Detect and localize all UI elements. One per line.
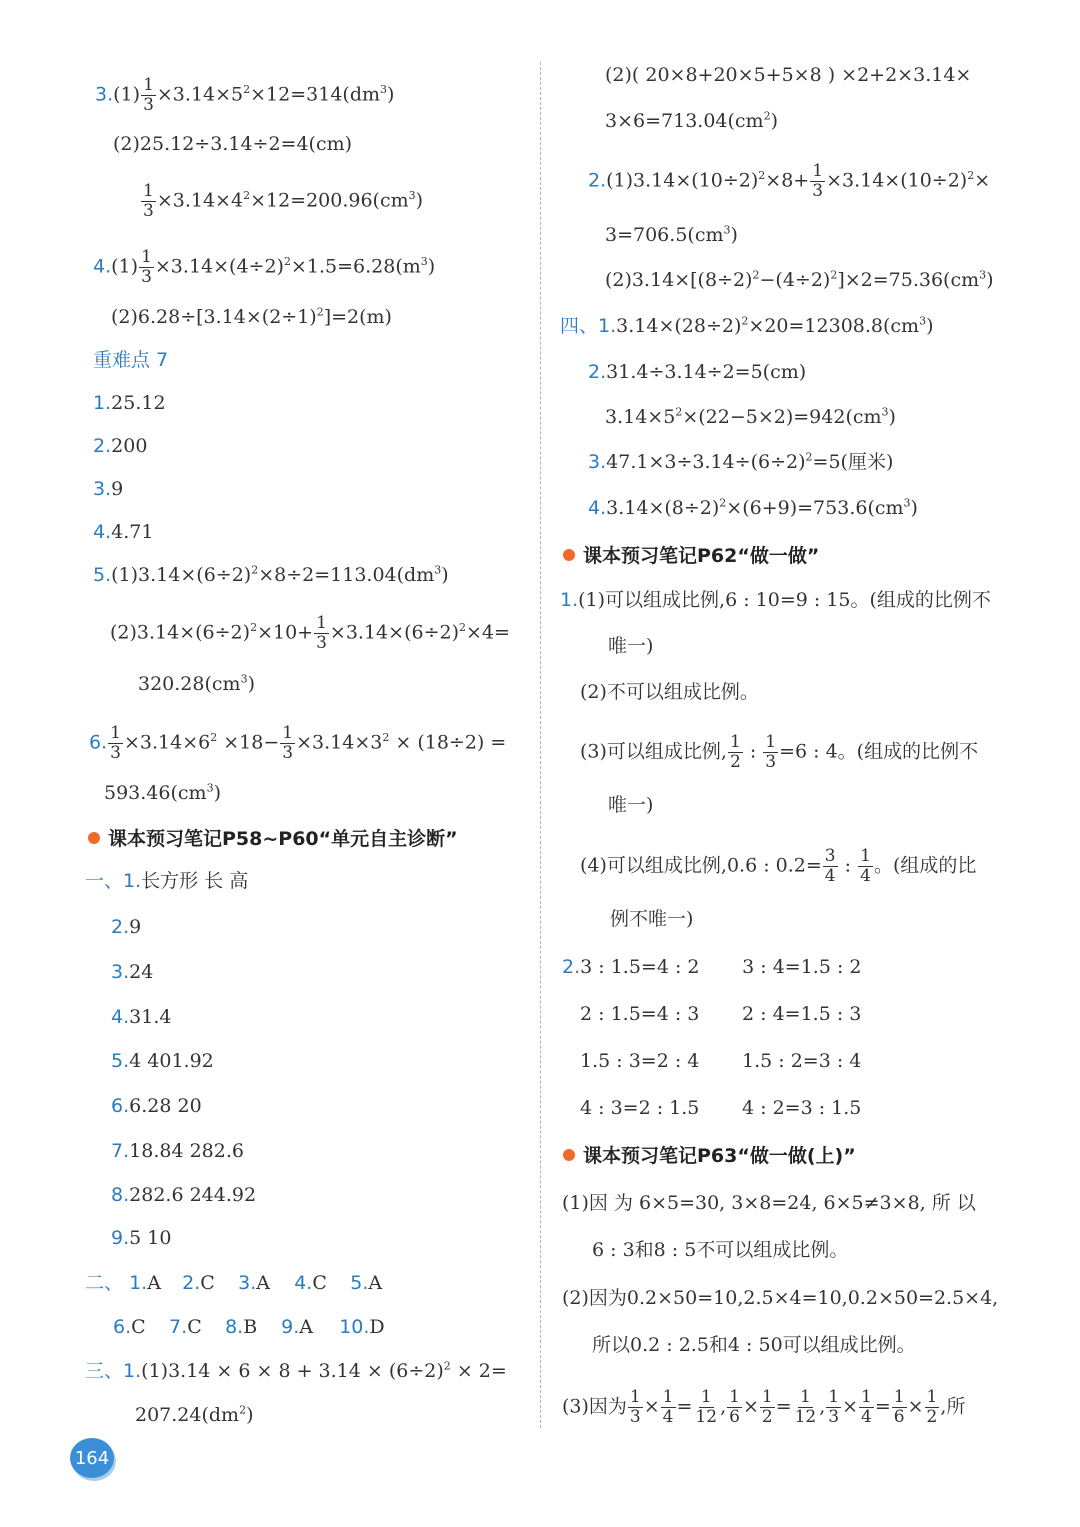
ratio-row-4: 4 : 3=2 : 1.5 4 : 2=3 : 1.5 (580, 1097, 862, 1119)
right-line-2: $3\times 6=713.04(cm^2)$ (605, 109, 778, 132)
answer-3-2: (2)25.12÷3.14÷2=4(cm) (113, 133, 353, 155)
ratio-row-3: 1.5 : 3=2 : 4 1.5 : 2=3 : 4 (580, 1050, 862, 1072)
right-answer-2-2: $(2)3.14\times[(8\div 2)^2-(4\div 2)^2]\times 2=75.36(cm^3)$ (605, 268, 994, 291)
hard-answer-2: 2.200 (93, 435, 148, 457)
page-number-badge: 164 (70, 1438, 114, 1478)
section3-answer-1-result: $207.24(dm^2)$ (135, 1403, 254, 1426)
unit-answer-8: 8.282.6 244.92 (111, 1184, 257, 1206)
answer-4-1: 4.(1) $\frac{1}{3}$ $\times 3.14\times(4\div 2)^2\times 1.5=6.28(m^3)$ (93, 247, 436, 287)
multiple-choice-row-2: 6.C 7.C 8.B 9.A 10.D (113, 1316, 385, 1338)
section-heading-p62: 课本预习笔记P62“做一做” (563, 541, 819, 568)
answer-4-2: $(2)6.28\div[3.14\times(2\div 1)^2]=2(m)$ (111, 305, 392, 328)
right-answer-2-1: $2.(1)3.14\times(10\div 2)^2\times 8+$ $\frac{1}{3}$ $\times 3.14\times(10\div 2)^2\times$ (588, 161, 991, 201)
p63-answer-1b: 6 : 3和8 : 5不可以组成比例。 (592, 1239, 849, 1261)
unit-answer-1: 一、1.长方形 长 高 (85, 870, 249, 892)
p62-answer-1-4: (4)可以组成比例,0.6 : 0.2= $\frac{3}{4}$ : $\frac{1}{4}$ 。(组成的比 (580, 846, 977, 886)
ratio-row-1: 2.3 : 1.5=4 : 2 3 : 4=1.5 : 2 (562, 956, 862, 978)
ratio-row-2: 2 : 1.5=4 : 3 2 : 4=1.5 : 3 (580, 1003, 862, 1025)
hard-answer-5-3: $320.28(cm^3)$ (138, 672, 255, 695)
bullet-dot-icon (563, 549, 575, 561)
p62-answer-1-2: (2)不可以组成比例。 (580, 681, 759, 703)
hard-answer-4: 4.4.71 (93, 521, 154, 543)
section-heading-unit-diagnosis: 课本预习笔记P58~P60“单元自主诊断” (88, 824, 458, 851)
unit-answer-3: 3.24 (111, 961, 154, 983)
hard-answer-6-result: $593.46(cm^3)$ (104, 781, 221, 804)
hard-answer-1: 1.25.12 (93, 392, 166, 414)
right-section4-answer-3: $3.47.1\times 3\div 3.14\div(6\div 2)^2=5$(厘米) (588, 450, 894, 473)
right-section4-answer-2b: $3.14\times 5^2\times(22-5\times 2)=942(cm^3)$ (605, 405, 896, 428)
answer-3-1: 3.(1) $\frac{1}{3}$ $\times 3.14\times 5^2\times 12=314(dm^3)$ (95, 75, 395, 115)
p62-answer-1-3: (3)可以组成比例, $\frac{1}{2}$ : $\frac{1}{3}$ =6 : 4。(组成的比例不 (580, 732, 979, 772)
right-answer-2-1-result: $3=706.5(cm^3)$ (605, 223, 738, 246)
p63-answer-3: (3)因为 $\frac{1}{3}$ × $\frac{1}{4}$ = $\frac{1}{12}$ , $\frac{1}{6}$ × $\frac{1}{2}$ = $\frac{1}{12}$ , $\frac{1}{3}$ × $\frac{1}{4}$ = $\frac{1}{6}$ × $\frac{1}{2}$ ,所 (562, 1387, 966, 1427)
hard-answer-5-1: $5.(1)3.14\times(6\div 2)^2\times 8\div 2=113.04(dm^3)$ (93, 563, 449, 586)
right-section4-answer-4: $4.3.14\times(8\div 2)^2\times(6+9)=753.6(cm^3)$ (588, 496, 918, 519)
right-line-1: (2)( 20×8+20×5+5×8 ) ×2+2×3.14× (605, 64, 972, 86)
p62-answer-1-4b: 例不唯一) (610, 908, 694, 930)
p62-answer-1-3b: 唯一) (608, 794, 654, 816)
p63-answer-1: (1)因 为 6×5=30, 3×8=24, 6×5≠3×8, 所 以 (562, 1192, 976, 1214)
column-divider (540, 62, 541, 1428)
answer-3-3: $\frac{1}{3}$ $\times 3.14\times 4^2\times 12=200.96(cm^3)$ (143, 181, 424, 221)
unit-answer-7: 7.18.84 282.6 (111, 1140, 244, 1162)
multiple-choice-row-1: 二、 1.A 2.C 3.A 4.C 5.A (85, 1272, 383, 1294)
section3-answer-1: 三、$1.(1)3.14 \times 6 \times 8 + 3.14 \times (6\div 2)^2 \times 2=$ (85, 1359, 507, 1382)
hard-answer-3: 3.9 (93, 478, 124, 500)
right-section4-answer-2: 2.31.4÷3.14÷2=5(cm) (588, 361, 807, 383)
bullet-dot-icon (88, 832, 100, 844)
unit-answer-9: 9.5 10 (111, 1227, 172, 1249)
unit-answer-2: 2.9 (111, 916, 142, 938)
section-heading-p63: 课本预习笔记P63“做一做(上)” (563, 1141, 856, 1168)
section-heading-hard-points: 重难点 7 (93, 349, 169, 371)
hard-answer-6: 6. $\frac{1}{3}$ $\times 3.14\times 6^2 \times 18-$ $\frac{1}{3}$ $\times 3.14\times 3^2 \times (18\div 2)$ = (89, 723, 507, 763)
bullet-dot-icon (563, 1149, 575, 1161)
right-section4-answer-1: 四、$1.3.14\times(28\div 2)^2\times 20=12308.8(cm^3)$ (560, 314, 934, 337)
unit-answer-4: 4.31.4 (111, 1006, 172, 1028)
p63-answer-2: (2)因为0.2×50=10,2.5×4=10,0.2×50=2.5×4, (562, 1287, 999, 1309)
hard-answer-5-2: $(2)3.14\times(6\div 2)^2\times 10+$ $\frac{1}{3}$ $\times 3.14\times(6\div 2)^2\times 4=$ (110, 613, 510, 653)
unit-answer-5: 5.4 401.92 (111, 1050, 214, 1072)
p63-answer-2b: 所以0.2 : 2.5和4 : 50可以组成比例。 (592, 1334, 916, 1356)
p62-answer-1-1b: 唯一) (608, 635, 654, 657)
unit-answer-6: 6.6.28 20 (111, 1095, 202, 1117)
p62-answer-1-1: 1.(1)可以组成比例,6 : 10=9 : 15。(组成的比例不 (560, 589, 991, 611)
